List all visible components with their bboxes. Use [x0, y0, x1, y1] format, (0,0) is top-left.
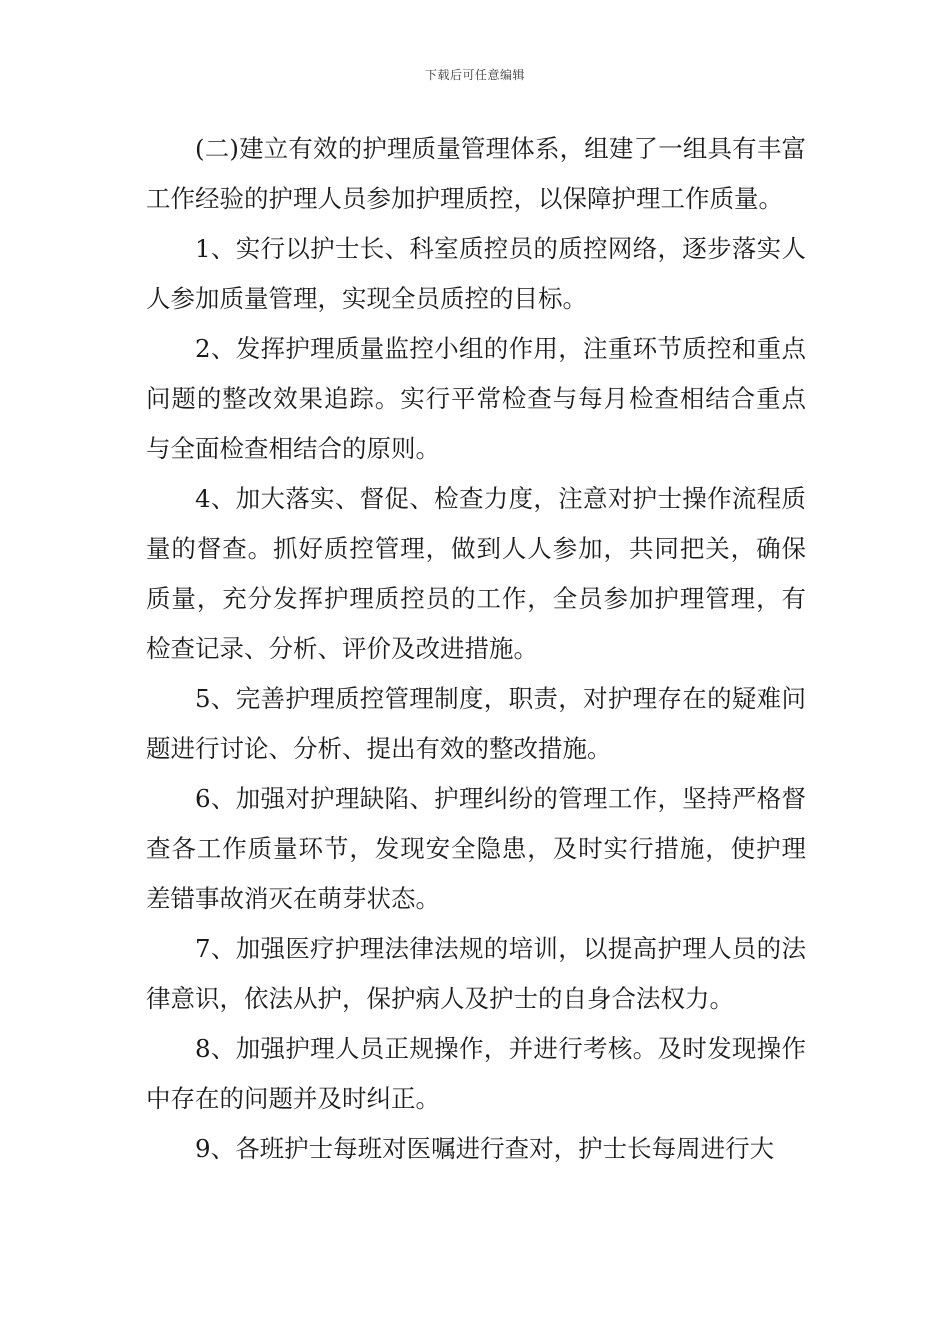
paragraph-item-9: 9、各班护士每班对医嘱进行查对，护士长每周进行大 — [195, 1134, 775, 1163]
document-body — [146, 124, 806, 1174]
paragraph-item-4: 4、加大落实、督促、检查力度，注意对护士操作流程质量的督查。抓好质控管理，做到人人参加，共同把关，确保质量，充分发挥护理质控员的工作，全员参加护理管理，有检查记录、分析、评价及改进措施。 — [146, 484, 806, 663]
page-header: 下载后可任意编辑 — [424, 68, 525, 82]
paragraph-item-6: 6、加强对护理缺陷、护理纠纷的管理工作，坚持严格督查各工作质量环节，发现安全隐患，及时实行措施，使护理差错事故消灭在萌芽状态。 — [146, 784, 806, 913]
paragraph-item-8: 8、加强护理人员正规操作，并进行考核。及时发现操作中存在的问题并及时纠正。 — [146, 1034, 806, 1113]
paragraph-item-5: 5、完善护理质控管理制度，职责，对护理存在的疑难问题进行讨论、分析、提出有效的整改措施。 — [146, 684, 806, 763]
paragraph-item-2: 2、发挥护理质量监控小组的作用，注重环节质控和重点问题的整改效果追踪。实行平常检查与每月检查相结合重点与全面检查相结合的原则。 — [146, 334, 806, 463]
paragraph-item-1: 1、实行以护士长、科室质控员的质控网络，逐步落实人人参加质量管理，实现全员质控的目标。 — [146, 234, 806, 313]
paragraph-item-7: 7、加强医疗护理法律法规的培训，以提高护理人员的法律意识，依法从护，保护病人及护士的自身合法权力。 — [146, 934, 806, 1013]
paragraph-section-2: (二)建立有效的护理质量管理体系，组建了一组具有丰富工作经验的护理人员参加护理质控，以保障护理工作质量。 — [146, 134, 806, 213]
